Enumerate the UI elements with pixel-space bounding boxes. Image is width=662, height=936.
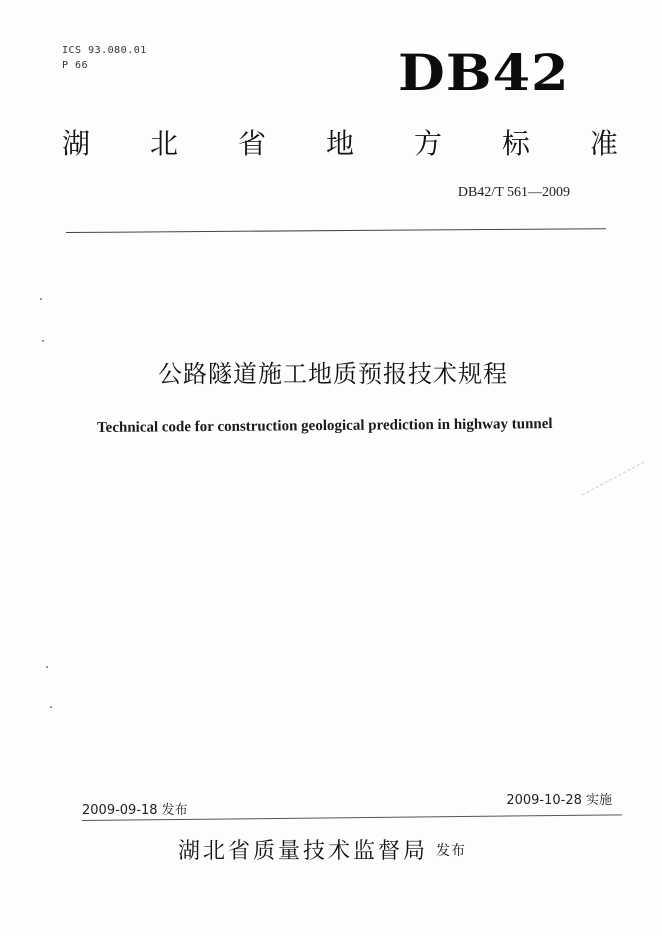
standard-type-title [62,126,618,162]
document-title-english: Technical code for construction geological prediction in highway tunnel [96,416,553,436]
p-classification: P 66 [62,60,89,71]
scan-speck [42,340,44,342]
publisher-name: 湖北省质量技术监督局 [178,839,429,864]
standard-title-char: 方 [413,127,442,160]
issue-date: 2009-09-18 发布 [82,803,188,818]
publisher [178,836,466,867]
scan-streak [582,462,644,496]
standard-title-char: 省 [237,127,266,160]
publisher-suffix: 发布 [436,843,467,859]
standard-title-char: 准 [589,127,618,160]
header-divider [66,228,606,233]
document-title-chinese: 公路隧道施工地质预报技术规程 [158,360,508,388]
scan-speck [40,298,42,300]
standard-title-char: 标 [501,127,530,160]
scan-speck [50,706,52,708]
standard-title-char: 北 [149,127,178,160]
standard-mark: DB42 [398,42,570,102]
ics-classification: ICS 93.080.01 [62,45,147,56]
standard-title-char: 湖 [62,127,91,160]
scan-speck [46,666,48,668]
effective-date: 2009-10-28 实施 [506,793,612,808]
standard-code: DB42/T 561—2009 [457,185,570,200]
standard-title-char: 地 [325,127,354,160]
